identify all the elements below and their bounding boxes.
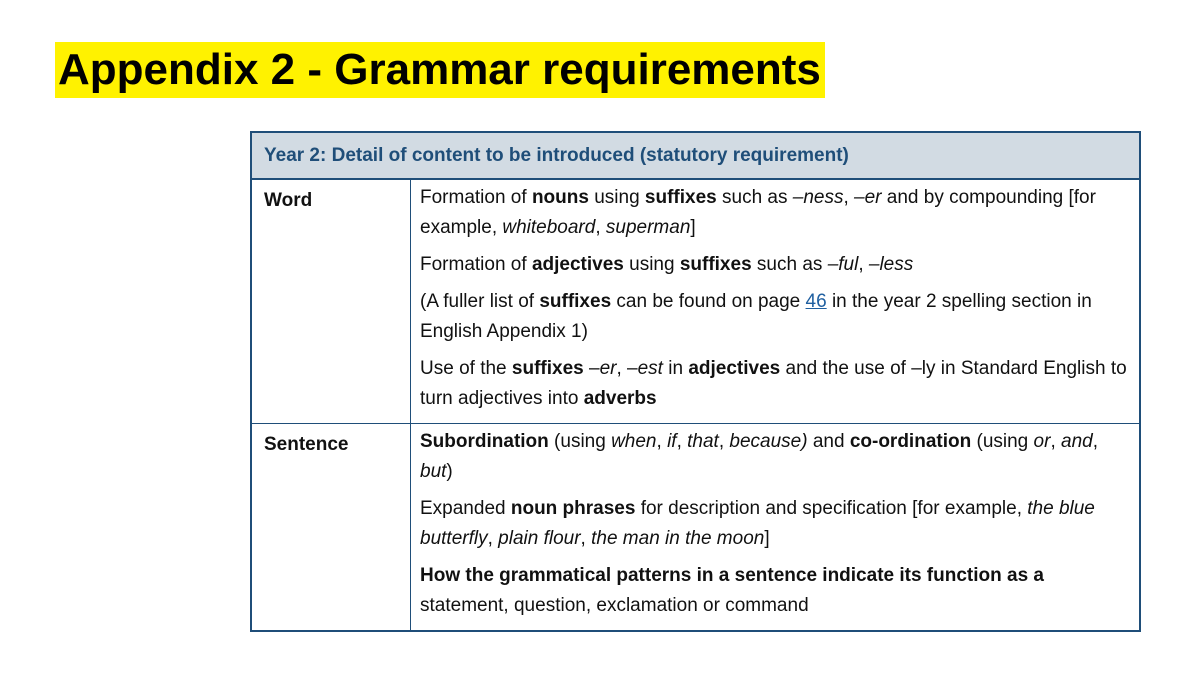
requirement-paragraph bbox=[420, 494, 1131, 554]
requirement-paragraph bbox=[420, 287, 1131, 347]
text-run: for description and specification [for example, bbox=[635, 498, 1028, 519]
content-cell bbox=[411, 180, 1139, 423]
text-run: , bbox=[858, 254, 869, 275]
text-run: , bbox=[1050, 431, 1061, 452]
italic-example: when bbox=[611, 431, 657, 452]
text-run: and by compounding [for example, bbox=[420, 187, 1096, 238]
text-run: (using bbox=[971, 431, 1034, 452]
text-run: in bbox=[662, 358, 689, 379]
bold-term: adjectives bbox=[531, 254, 624, 275]
requirement-paragraph bbox=[420, 561, 1131, 621]
bold-term: How the grammatical patterns in a sentence indicate its function as a bbox=[420, 565, 1044, 586]
text-run: Formation of bbox=[420, 254, 532, 275]
text-run: , bbox=[676, 431, 688, 452]
text-run: (A fuller list of bbox=[420, 291, 540, 312]
table-header: Year 2: Detail of content to be introduced (statutory requirement) bbox=[252, 133, 1139, 180]
category-cell: Sentence bbox=[252, 424, 411, 630]
bold-term: adverbs bbox=[583, 388, 657, 409]
page-link[interactable]: 46 bbox=[805, 291, 827, 312]
text-run: , bbox=[580, 528, 592, 549]
italic-example: that bbox=[687, 431, 719, 452]
italic-example: or bbox=[1033, 431, 1051, 452]
text-run: and the use of –ly in Standard English to turn adjectives into bbox=[420, 358, 1127, 409]
text-run: ) bbox=[446, 461, 453, 482]
bold-term: nouns bbox=[531, 187, 589, 208]
text-run: Formation of bbox=[420, 187, 532, 208]
text-run: ] bbox=[690, 217, 696, 238]
bold-term: suffixes bbox=[539, 291, 612, 312]
italic-example: –less bbox=[868, 254, 914, 275]
table-row-sentence bbox=[252, 424, 1139, 630]
text-run: , bbox=[595, 217, 606, 238]
italic-example: because) bbox=[729, 431, 808, 452]
text-run: Use of the bbox=[420, 358, 512, 379]
category-cell: Word bbox=[252, 180, 411, 423]
text-run: (using bbox=[548, 431, 612, 452]
italic-example: the blue butterfly bbox=[420, 498, 1095, 549]
bold-term: suffixes bbox=[679, 254, 752, 275]
requirement-paragraph bbox=[420, 183, 1131, 243]
bold-term: suffixes bbox=[644, 187, 717, 208]
table-row-word bbox=[252, 180, 1139, 424]
text-run: , bbox=[1092, 431, 1098, 452]
bold-term: noun phrases bbox=[510, 498, 636, 519]
italic-example: –er bbox=[854, 187, 882, 208]
text-run: , bbox=[843, 187, 855, 208]
bold-term: suffixes bbox=[511, 358, 584, 379]
italic-example: if bbox=[667, 431, 677, 452]
italic-example: superman bbox=[605, 217, 691, 238]
italic-example: and bbox=[1061, 431, 1093, 452]
text-run: can be found on page bbox=[611, 291, 806, 312]
italic-example: but bbox=[420, 461, 447, 482]
bold-term: co-ordination bbox=[849, 431, 972, 452]
text-run: statement, question, exclamation or command bbox=[420, 595, 809, 616]
page-title: Appendix 2 - Grammar requirements bbox=[55, 42, 825, 98]
italic-example: the man in the moon bbox=[591, 528, 765, 549]
content-cell bbox=[411, 424, 1139, 630]
italic-example: whiteboard bbox=[502, 217, 596, 238]
text-run: and bbox=[807, 431, 850, 452]
bold-term: Subordination bbox=[420, 431, 549, 452]
text-run: such as bbox=[716, 187, 793, 208]
text-run: , bbox=[487, 528, 499, 549]
bold-term: adjectives bbox=[688, 358, 781, 379]
italic-example: est bbox=[637, 358, 663, 379]
text-run: , – bbox=[616, 358, 638, 379]
text-run: such as bbox=[751, 254, 828, 275]
text-run: ] bbox=[764, 528, 770, 549]
text-run: Expanded bbox=[420, 498, 511, 519]
grammar-requirements-table bbox=[250, 131, 1141, 632]
italic-example: er bbox=[599, 358, 617, 379]
text-run: using bbox=[588, 187, 645, 208]
text-run: , bbox=[656, 431, 668, 452]
text-run: , bbox=[718, 431, 730, 452]
italic-example: –ful bbox=[827, 254, 859, 275]
requirement-paragraph bbox=[420, 354, 1131, 414]
text-run: in the year 2 spelling section in English Appendix 1) bbox=[420, 291, 1092, 342]
requirement-paragraph bbox=[420, 427, 1131, 487]
text-run: using bbox=[623, 254, 680, 275]
text-run: – bbox=[583, 358, 600, 379]
italic-example: –ness bbox=[792, 187, 844, 208]
italic-example: plain flour bbox=[498, 528, 581, 549]
requirement-paragraph bbox=[420, 250, 1131, 280]
